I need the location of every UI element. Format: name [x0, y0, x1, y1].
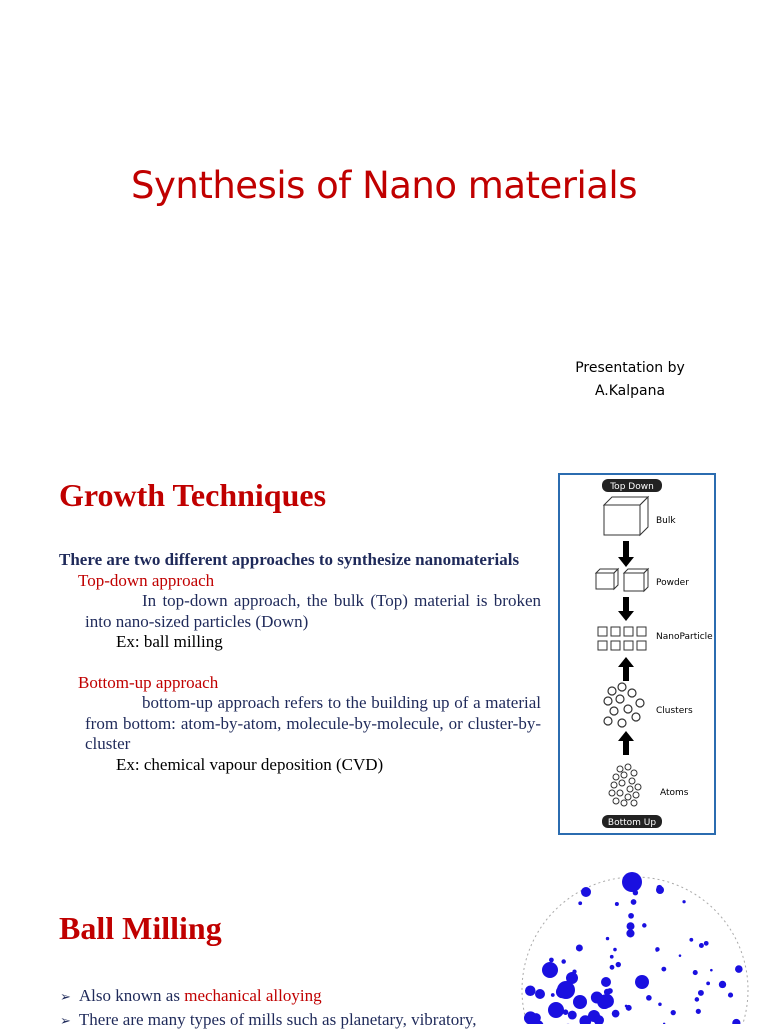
milling-ball [626, 929, 634, 937]
approach-diagram-svg [560, 475, 714, 833]
milling-ball [606, 937, 609, 940]
milling-ball [610, 965, 615, 970]
milling-ball [612, 1010, 620, 1018]
arrow-up-icon [618, 657, 634, 681]
list-item [60, 984, 500, 1008]
milling-ball [556, 986, 568, 998]
ball-milling-heading: Ball Milling [59, 910, 222, 947]
milling-ball [646, 995, 652, 1001]
milling-ball [661, 967, 666, 972]
bulk-label: Bulk [656, 516, 676, 526]
bulk-cube [604, 497, 648, 535]
milling-ball [525, 985, 536, 996]
milling-ball [635, 975, 649, 989]
atoms-graphic [609, 764, 641, 806]
milling-ball [696, 1009, 701, 1014]
milling-ball [642, 923, 647, 928]
milling-ball [693, 970, 698, 975]
milling-ball [722, 983, 725, 986]
growth-techniques-slide [0, 440, 768, 860]
atoms-label: Atoms [660, 788, 689, 798]
arrow-down-icon [618, 541, 634, 567]
milling-ball [566, 972, 578, 984]
nanoparticle-cubes [598, 627, 646, 650]
milling-ball [542, 962, 558, 978]
title-slide [0, 0, 768, 440]
milling-ball [671, 1010, 676, 1015]
milling-balls [524, 872, 743, 1024]
ball-milling-bullets [60, 984, 500, 1032]
milling-ball [573, 995, 587, 1009]
intro-text: There are two different approaches to synthesize nanomaterials [59, 550, 541, 571]
milling-ball [699, 943, 704, 948]
milling-ball [695, 997, 700, 1002]
milling-ball [655, 947, 659, 951]
milling-ball [728, 993, 733, 998]
presenter-label: Presentation by [560, 360, 700, 376]
milling-ball [601, 977, 611, 987]
milling-ball [613, 948, 617, 952]
ball-mill-illustration [520, 870, 750, 1024]
milling-ball [732, 1019, 740, 1024]
milling-ball [535, 989, 545, 999]
bottom-up-tag-text: Bottom Up [608, 818, 656, 828]
milling-ball [573, 978, 576, 981]
milling-ball [610, 955, 614, 959]
milling-ball [710, 969, 713, 972]
milling-ball [706, 981, 710, 985]
top-down-label: Top-down approach [78, 571, 541, 592]
milling-ball [563, 1009, 569, 1015]
growth-techniques-heading: Growth Techniques [59, 477, 326, 514]
ball-milling-slide [0, 860, 768, 1024]
milling-ball [581, 887, 591, 897]
top-down-description: In top-down approach, the bulk (Top) material is broken into nano-sized particles (Down) [59, 591, 541, 632]
milling-ball [578, 901, 582, 905]
arrow-bullet-icon: ➢ [60, 989, 71, 1004]
clusters-label: Clusters [656, 706, 693, 716]
milling-ball [698, 990, 704, 996]
presenter-name: A.Kalpana [560, 383, 700, 399]
milling-ball [689, 938, 693, 942]
milling-ball [572, 969, 576, 973]
milling-ball [657, 885, 663, 891]
mill-drum-outline [522, 877, 748, 1024]
top-down-example: Ex: ball milling [59, 632, 541, 653]
milling-ball [600, 994, 614, 1008]
milling-ball [551, 993, 555, 997]
milling-ball [625, 1005, 628, 1008]
top-down-bottom-up-diagram [558, 473, 716, 835]
bullet-highlight: mechanical alloying [184, 986, 321, 1005]
presentation-title: Synthesis of Nano materials [0, 164, 768, 207]
milling-ball [622, 872, 642, 892]
milling-ball [548, 1002, 564, 1018]
milling-ball [549, 958, 554, 963]
bullet-text: There are many types of mills such as planetary, vibratory, [79, 1010, 477, 1029]
milling-ball [633, 890, 638, 895]
bullet-text: Also known as [79, 986, 184, 1005]
milling-ball [631, 899, 637, 905]
milling-ball [576, 944, 583, 951]
bottom-up-description: bottom-up approach refers to the building up of a material from bottom: atom-by-atom, molecule-by-molecule, or cluster-by-cluster [59, 693, 541, 755]
bottom-up-example: Ex: chemical vapour deposition (CVD) [59, 755, 541, 776]
milling-ball [658, 1003, 662, 1007]
milling-ball [568, 1011, 577, 1020]
arrow-bullet-icon: ➢ [60, 1013, 71, 1028]
arrow-up-icon [618, 731, 634, 755]
milling-ball [628, 913, 634, 919]
milling-ball [679, 954, 682, 957]
arrow-down-icon [618, 597, 634, 621]
growth-techniques-body [59, 550, 541, 775]
milling-ball [682, 900, 685, 903]
milling-ball [627, 922, 635, 930]
milling-ball [735, 965, 743, 973]
milling-ball [704, 941, 709, 946]
milling-ball [616, 962, 621, 967]
nanoparticle-label: NanoParticle [656, 632, 713, 642]
list-item [60, 1008, 500, 1032]
clusters-graphic [604, 683, 644, 727]
bottom-up-label: Bottom-up approach [78, 673, 541, 694]
powder-cubes [596, 569, 648, 591]
top-down-tag-text: Top Down [609, 482, 654, 492]
milling-ball [561, 959, 566, 964]
powder-label: Powder [656, 578, 689, 588]
milling-ball [615, 902, 619, 906]
